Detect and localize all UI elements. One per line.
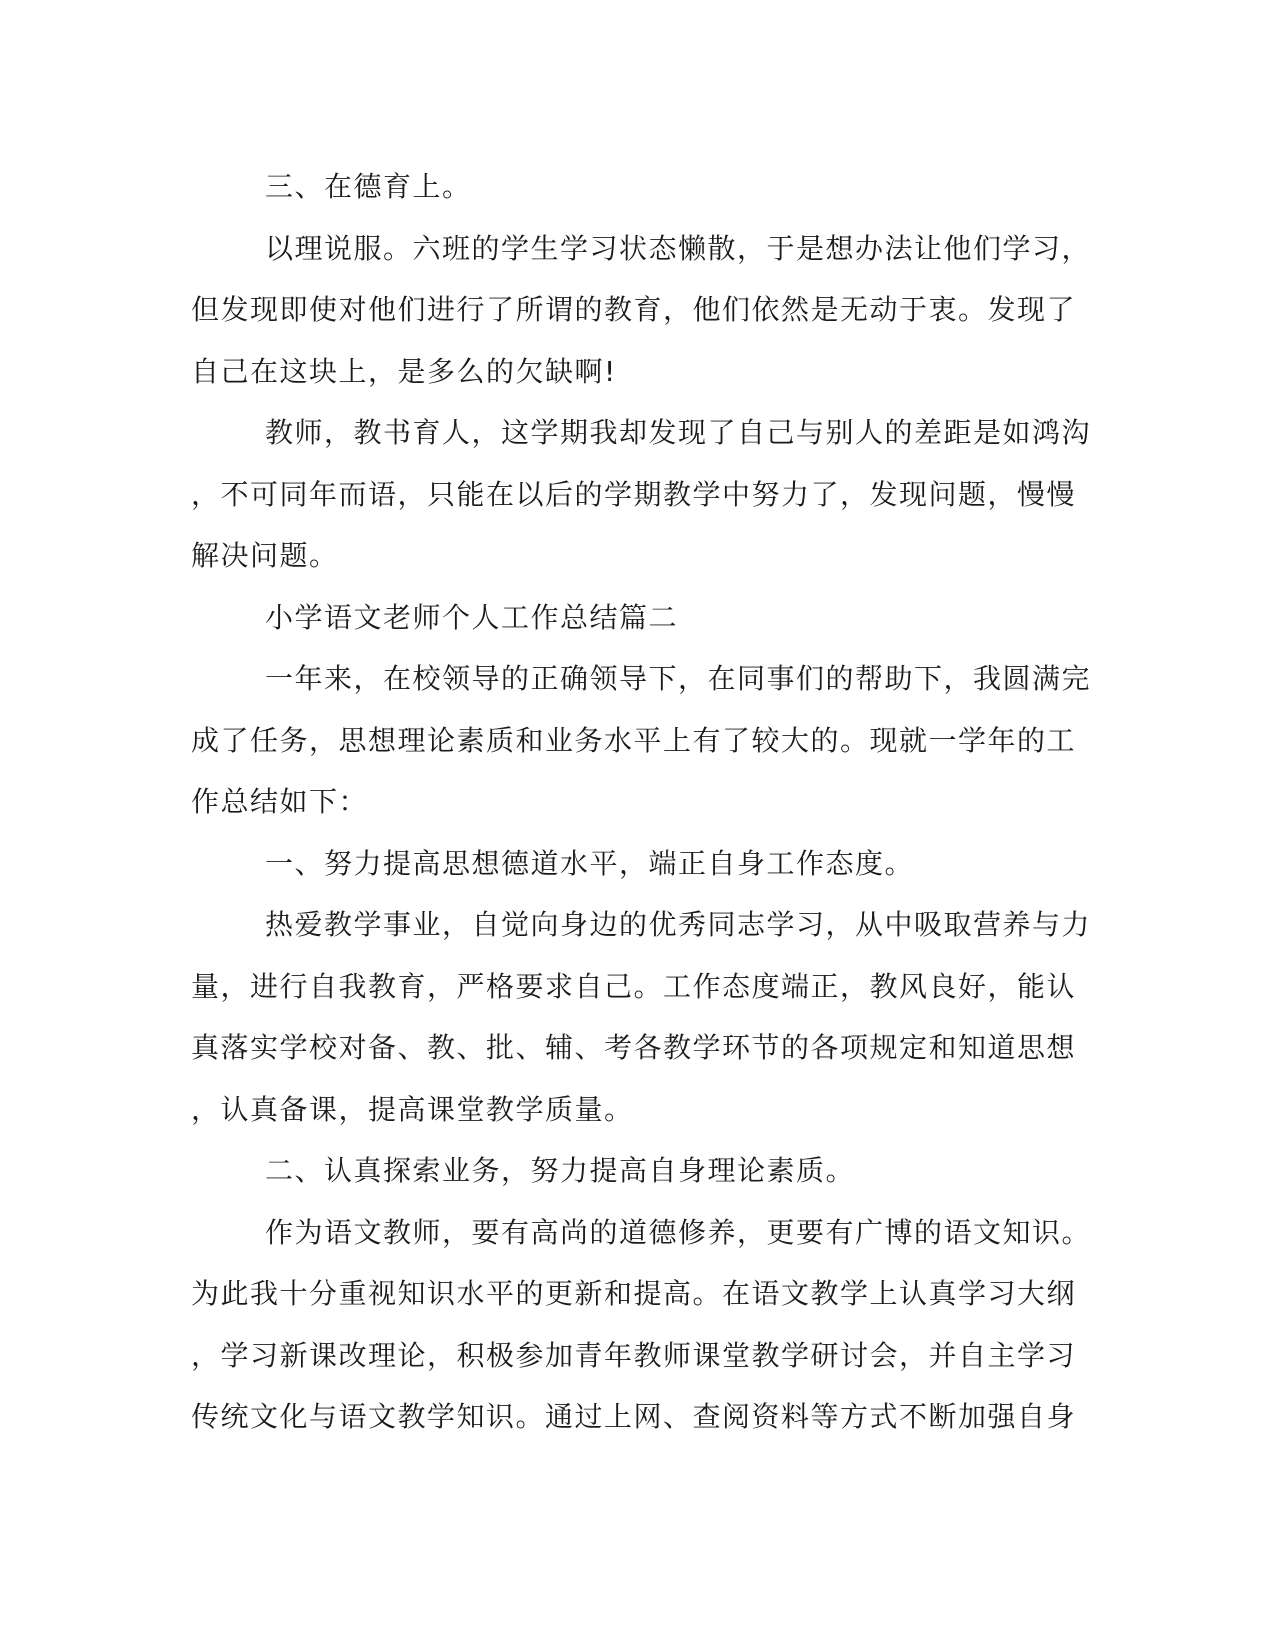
paragraph-line: 解决问题。 — [191, 539, 339, 572]
section-heading: 一、努力提高思想德道水平，端正自身工作态度。 — [265, 846, 915, 880]
paragraph-line: 热爱教学事业，自觉向身边的优秀同志学习，从中吸取营养与力 — [265, 908, 1092, 941]
paragraph-line: 作为语文教师，要有高尚的道德修养，更要有广博的语文知识。 — [265, 1215, 1092, 1249]
paragraph-line: 作总结如下： — [191, 785, 369, 818]
paragraph-line: 教师，教书育人，这学期我却发现了自己与别人的差距是如鸿沟 — [265, 416, 1092, 449]
paragraph-line: 自己在这块上，是多么的欠缺啊! — [191, 354, 617, 388]
section-heading: 二、认真探索业务，努力提高自身理论素质。 — [265, 1154, 856, 1187]
document-body — [191, 156, 1092, 1448]
paragraph-line: 一年来，在校领导的正确领导下，在同事们的帮助下，我圆满完 — [265, 662, 1092, 695]
article-title: 小学语文老师个人工作总结篇二 — [265, 600, 679, 634]
paragraph-line: 传统文化与语文教学知识。通过上网、查阅资料等方式不断加强自身 — [191, 1400, 1077, 1433]
paragraph-line: 真落实学校对备、教、批、辅、考各教学环节的各项规定和知道思想 — [191, 1031, 1077, 1064]
paragraph-line: 以理说服。六班的学生学习状态懒散，于是想办法让他们学习， — [265, 231, 1092, 265]
paragraph-line: 但发现即使对他们进行了所谓的教育，他们依然是无动于衷。发现了 — [191, 293, 1077, 326]
paragraph-line: 量，进行自我教育，严格要求自己。工作态度端正，教风良好，能认 — [191, 969, 1077, 1003]
paragraph-line: 为此我十分重视知识水平的更新和提高。在语文教学上认真学习大纲 — [191, 1277, 1077, 1310]
paragraph-line: 成了任务，思想理论素质和业务水平上有了较大的。现就一学年的工 — [191, 723, 1077, 757]
section-heading: 三、在德育上。 — [265, 170, 472, 203]
paragraph-line: ，认真备课，提高课堂教学质量。 — [191, 1092, 634, 1126]
paragraph-line: ，不可同年而语，只能在以后的学期教学中努力了，发现问题，慢慢 — [191, 477, 1077, 511]
paragraph-line: ，学习新课改理论，积极参加青年教师课堂教学研讨会，并自主学习 — [191, 1338, 1077, 1372]
